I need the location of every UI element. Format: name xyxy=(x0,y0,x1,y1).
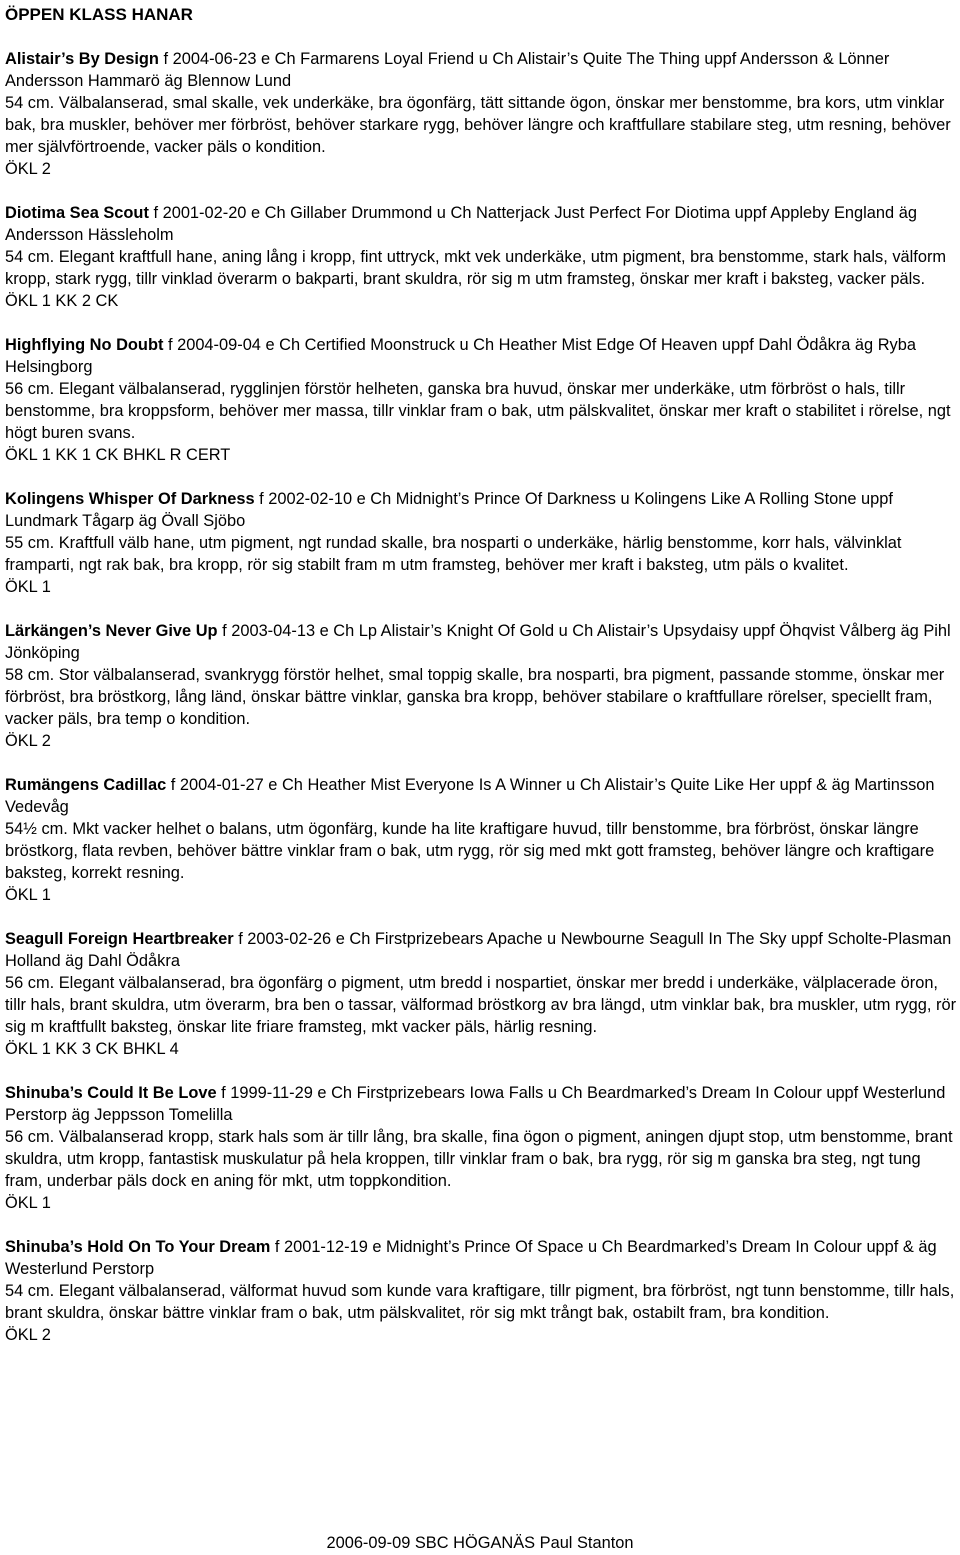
page-footer: 2006-09-09 SBC HÖGANÄS Paul Stanton xyxy=(326,1534,634,1552)
dog-entry xyxy=(5,1082,957,1214)
document-page xyxy=(5,4,957,1368)
dog-name: Alistair’s By Design xyxy=(5,50,159,68)
critique-text: 54 cm. Välbalanserad, smal skalle, vek underkäke, bra ögonfärg, tätt sittande ögon, önskar mer benstomme, bra kors, utm vinklar bak, bra muskler, behöver mer förbröst, behöver starkare rygg, behöver längre och kraftfullare stabilare steg, utm resning, behöver mer självförtroende, vacker päls o kondition. xyxy=(5,94,951,156)
dog-name: Diotima Sea Scout xyxy=(5,204,149,222)
result-text: ÖKL 1 KK 1 CK BHKL R CERT xyxy=(5,446,231,464)
pedigree-text: f 2003-02-26 e Ch Firstprizebears Apache u Newbourne Seagull In The Sky uppf Scholte-Plasman Holland äg Dahl Ödåkra xyxy=(5,930,952,970)
dog-entry xyxy=(5,774,957,906)
result-text: ÖKL 1 KK 2 CK xyxy=(5,292,119,310)
result-text: ÖKL 1 KK 3 CK BHKL 4 xyxy=(5,1040,179,1058)
critique-text: 54 cm. Elegant kraftfull hane, aning lång i kropp, fint uttryck, mkt vek underkäke, utm pigment, bra benstomme, stark hals, välform kropp, stark rygg, tillr vinklad överarm o bakparti, brant skuldra, rör sig m utm framsteg, önskar mer kraft i baksteg, vacker päls. xyxy=(5,248,947,288)
entry-header xyxy=(5,620,957,664)
dog-name: Rumängens Cadillac xyxy=(5,776,167,794)
critique-text: 56 cm. Välbalanserad kropp, stark hals som är tillr lång, bra skalle, fina ögon o pigment, aningen djupt stop, utm benstomme, brant skuldra, utm kropp, fantastisk muskulatur på hela kroppen, tillr vinklar fram o bak, bra rygg, rör sig m ganska bra steg, ngt tung fram, underbar päls dock en aning för mkt, utm toppkondition. xyxy=(5,1128,953,1190)
entry-header xyxy=(5,334,957,378)
result-text: ÖKL 2 xyxy=(5,732,51,750)
pedigree-text: f 1999-11-29 e Ch Firstprizebears Iowa Falls u Ch Beardmarked’s Dream In Colour uppf Westerlund Perstorp äg Jeppsson Tomelilla xyxy=(5,1084,946,1124)
dog-entry xyxy=(5,1236,957,1346)
dog-name: Kolingens Whisper Of Darkness xyxy=(5,490,255,508)
dog-name: Shinuba’s Could It Be Love xyxy=(5,1084,217,1102)
pedigree-text: f 2001-02-20 e Ch Gillaber Drummond u Ch Natterjack Just Perfect For Diotima uppf Appleby England äg Andersson Hässleholm xyxy=(5,204,917,244)
entry-header xyxy=(5,48,957,92)
entries-list xyxy=(5,48,957,1346)
dog-name: Seagull Foreign Heartbreaker xyxy=(5,930,234,948)
critique-text: 58 cm. Stor välbalanserad, svankrygg förstör helhet, smal toppig skalle, bra nosparti, bra pigment, passande stomme, önskar mer förbröst, bra bröstkorg, lång länd, önskar bättre vinklar, ganska bra kropp, behöver stabilare o kraftfullare rörelser, speciellt fram, vacker päls, bra temp o kondition. xyxy=(5,666,945,728)
critique-text: 56 cm. Elegant välbalanserad, rygglinjen förstör helheten, ganska bra huvud, önskar mer underkäke, utm förbröst o hals, tillr benstomme, bra kroppsform, behöver mer massa, tillr vinklar fram o bak, utm pälskvalitet, önskar mer kraft o stabilitet i rörelse, ngt högt buren svans. xyxy=(5,380,951,442)
pedigree-text: f 2002-02-10 e Ch Midnight’s Prince Of Darkness u Kolingens Like A Rolling Stone uppf Lundmark Tågarp äg Övall Sjöbo xyxy=(5,490,893,530)
entry-header xyxy=(5,202,957,246)
result-text: ÖKL 1 xyxy=(5,886,51,904)
class-title: ÖPPEN KLASS HANAR xyxy=(5,5,193,24)
pedigree-text: f 2001-12-19 e Midnight’s Prince Of Space u Ch Beardmarked’s Dream In Colour uppf & äg Westerlund Perstorp xyxy=(5,1238,937,1278)
pedigree-text: f 2003-04-13 e Ch Lp Alistair’s Knight Of Gold u Ch Alistair’s Upsydaisy uppf Öhqvist Vålberg äg Pihl Jönköping xyxy=(5,622,951,662)
dog-name: Shinuba’s Hold On To Your Dream xyxy=(5,1238,271,1256)
dog-entry xyxy=(5,48,957,180)
critique-text: 55 cm. Kraftfull välb hane, utm pigment, ngt rundad skalle, bra nosparti o underkäke, härlig benstomme, korr hals, välvinklat framparti, ngt rak bak, bra kropp, rör sig stabilt fram m utm framsteg, behöver mer kraft i baksteg, utm päls o kvalitet. xyxy=(5,534,902,574)
critique-text: 56 cm. Elegant välbalanserad, bra ögonfärg o pigment, utm bredd i nospartiet, önskar mer bredd i underkäke, välplacerade öron, tillr hals, brant skuldra, utm överarm, bra ben o tassar, välformad bröstkorg av bra längd, utm vinklar bak, bra muskler, utm rygg, rör sig m kraftfullt baksteg, önskar lite friare framsteg, mkt vacker päls, härlig resning. xyxy=(5,974,957,1036)
dog-entry xyxy=(5,620,957,752)
critique-text: 54½ cm. Mkt vacker helhet o balans, utm ögonfärg, kunde ha lite kraftigare huvud, tillr benstomme, bra förbröst, önskar längre bröstkorg, flata revben, behöver bättre vinklar fram o bak, utm rygg, rör sig med mkt gott framsteg, behöver längre och kraftigare baksteg, korrekt resning. xyxy=(5,820,935,882)
dog-entry xyxy=(5,488,957,598)
entry-header xyxy=(5,928,957,972)
pedigree-text: f 2004-09-04 e Ch Certified Moonstruck u Ch Heather Mist Edge Of Heaven uppf Dahl Ödåkra äg Ryba Helsingborg xyxy=(5,336,916,376)
dog-entry xyxy=(5,928,957,1060)
result-text: ÖKL 1 xyxy=(5,578,51,596)
entry-header xyxy=(5,1082,957,1126)
entry-header xyxy=(5,488,957,532)
result-text: ÖKL 2 xyxy=(5,1326,51,1344)
entry-header xyxy=(5,1236,957,1280)
dog-name: Lärkängen’s Never Give Up xyxy=(5,622,218,640)
dog-name: Highflying No Doubt xyxy=(5,336,164,354)
pedigree-text: f 2004-01-27 e Ch Heather Mist Everyone Is A Winner u Ch Alistair’s Quite Like Her uppf & äg Martinsson Vedevåg xyxy=(5,776,935,816)
dog-entry xyxy=(5,334,957,466)
result-text: ÖKL 2 xyxy=(5,160,51,178)
critique-text: 54 cm. Elegant välbalanserad, välformat huvud som kunde vara kraftigare, tillr pigment, bra förbröst, ngt tunn benstomme, tillr hals, brant skuldra, önskar bättre vinklar fram o bak, utm pälskvalitet, rör sig mkt trångt bak, ostabilt fram, bra kondition. xyxy=(5,1282,955,1322)
result-text: ÖKL 1 xyxy=(5,1194,51,1212)
entry-header xyxy=(5,774,957,818)
dog-entry xyxy=(5,202,957,312)
pedigree-text: f 2004-06-23 e Ch Farmarens Loyal Friend u Ch Alistair’s Quite The Thing uppf Andersson & Lönner Andersson Hammarö äg Blennow Lund xyxy=(5,50,890,90)
